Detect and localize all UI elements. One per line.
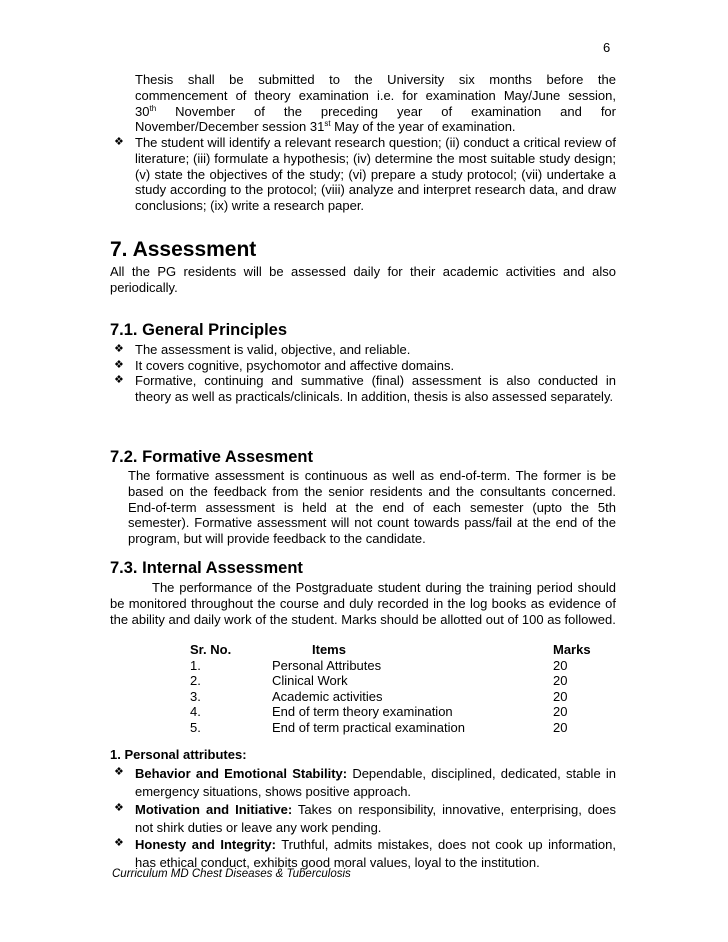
row-marks: 20: [553, 673, 568, 689]
header-items: Items: [312, 642, 346, 657]
principle-item: Formative, continuing and summative (final) assessment is also conducted in theory as well as practicals/clinicals. In addition, thesis is also assessed separately.: [135, 373, 616, 404]
intro-line: commencement of theory examination i.e. for examination May/June session,: [135, 87, 616, 103]
intro-line: November/December session 31st May of the year of examination.: [135, 119, 516, 135]
row-no: 5.: [190, 719, 201, 735]
table-row: [0, 673, 728, 689]
bullet-icon: ❖: [114, 136, 124, 148]
attribute-text: Takes on responsibility, innovative, enterprising, does not shirk duties or leave any work pending.: [135, 802, 616, 835]
attribute-label: Motivation and Initiative:: [135, 802, 293, 817]
section-73-text: The performance of the Postgraduate student during the training period should be monitored throughout the course and duly recorded in the log books as evidence of the ability and daily work of the student. Marks should be allotted out of 100 as followed.: [110, 580, 616, 627]
attribute-text: Dependable, disciplined, dedicated, stable in emergency situations, shows positive approach.: [135, 766, 616, 799]
header-marks: Marks: [553, 642, 591, 657]
bullet-icon: ❖: [114, 359, 124, 371]
attribute-label: Behavior and Emotional Stability:: [135, 766, 348, 781]
bullet-icon: ❖: [114, 374, 124, 386]
row-no: 2.: [190, 673, 201, 689]
table-row: [0, 689, 728, 705]
bullet-icon: ❖: [114, 802, 124, 814]
bullet-icon: ❖: [114, 343, 124, 355]
section-73-title: 7.3. Internal Assessment: [110, 559, 303, 577]
section-7-text: All the PG residents will be assessed daily for their academic activities and also periodically.: [110, 264, 616, 295]
row-item: End of term theory examination: [272, 704, 453, 720]
row-no: 3.: [190, 688, 201, 704]
table-row: [0, 720, 728, 736]
section-72-title: 7.2. Formative Assesment: [110, 448, 313, 466]
section-71-title: 7.1. General Principles: [110, 321, 288, 339]
attribute-label: Honesty and Integrity:: [135, 837, 276, 852]
personal-attributes-title: 1. Personal attributes:: [110, 747, 247, 762]
intro-line: Thesis shall be submitted to the University six months before the: [135, 72, 616, 87]
row-marks: 20: [553, 657, 568, 673]
table-row: [0, 704, 728, 720]
principle-item: The assessment is valid, objective, and reliable.: [135, 342, 411, 357]
row-item: Clinical Work: [272, 673, 348, 689]
row-no: 4.: [190, 704, 201, 720]
row-marks: 20: [553, 688, 568, 704]
principle-item: It covers cognitive, psychomotor and affective domains.: [135, 358, 455, 373]
bullet-icon: ❖: [114, 766, 124, 778]
attribute-text: Truthful, admits mistakes, does not cook up information, has ethical conduct, exhibits good moral values, loyal to the institution.: [135, 837, 616, 870]
table-header: [0, 642, 728, 658]
row-item: Personal Attributes: [272, 657, 382, 673]
row-item: End of term practical examination: [272, 719, 465, 735]
marks-table: [0, 642, 728, 736]
table-row: [0, 658, 728, 674]
attribute-item: [135, 765, 616, 800]
footer: Curriculum MD Chest Diseases & Tuberculosis: [112, 868, 351, 880]
row-item: Academic activities: [272, 688, 383, 704]
header-sr-no: Sr. No.: [190, 642, 232, 657]
page-number: 6: [603, 40, 611, 55]
row-marks: 20: [553, 704, 568, 720]
row-marks: 20: [553, 719, 568, 735]
row-no: 1.: [190, 657, 201, 673]
attribute-item: [135, 836, 616, 871]
attribute-item: [135, 801, 616, 836]
thesis-bullet-text: The student will identify a relevant research question; (ii) conduct a critical review of literature; (iii) formulate a hypothesis; (iv) determine the most suitable study design; (v) state the objectives of the study; (vi) prepare a study protocol; (vii) undertake a study according to the protocol; (viii) analyze and interpret research data, and draw conclusions; (ix) write a research paper.: [135, 135, 616, 214]
section-7-title: 7. Assessment: [110, 238, 257, 261]
section-72-text: The formative assessment is continuous as well as end-of-term. The former is be based on the feedback from the senior residents and the consultants concerned. End-of-term assessment is held at the end of each semester (upto the 5th semester). Formative assessment will not count towards pass/fail at the end of the program, but will provide feedback to the candidate.: [128, 468, 616, 547]
intro-paragraph: [135, 72, 616, 135]
bullet-icon: ❖: [114, 837, 124, 849]
intro-line: 30th November of the preceding year of examination and for: [135, 103, 616, 119]
